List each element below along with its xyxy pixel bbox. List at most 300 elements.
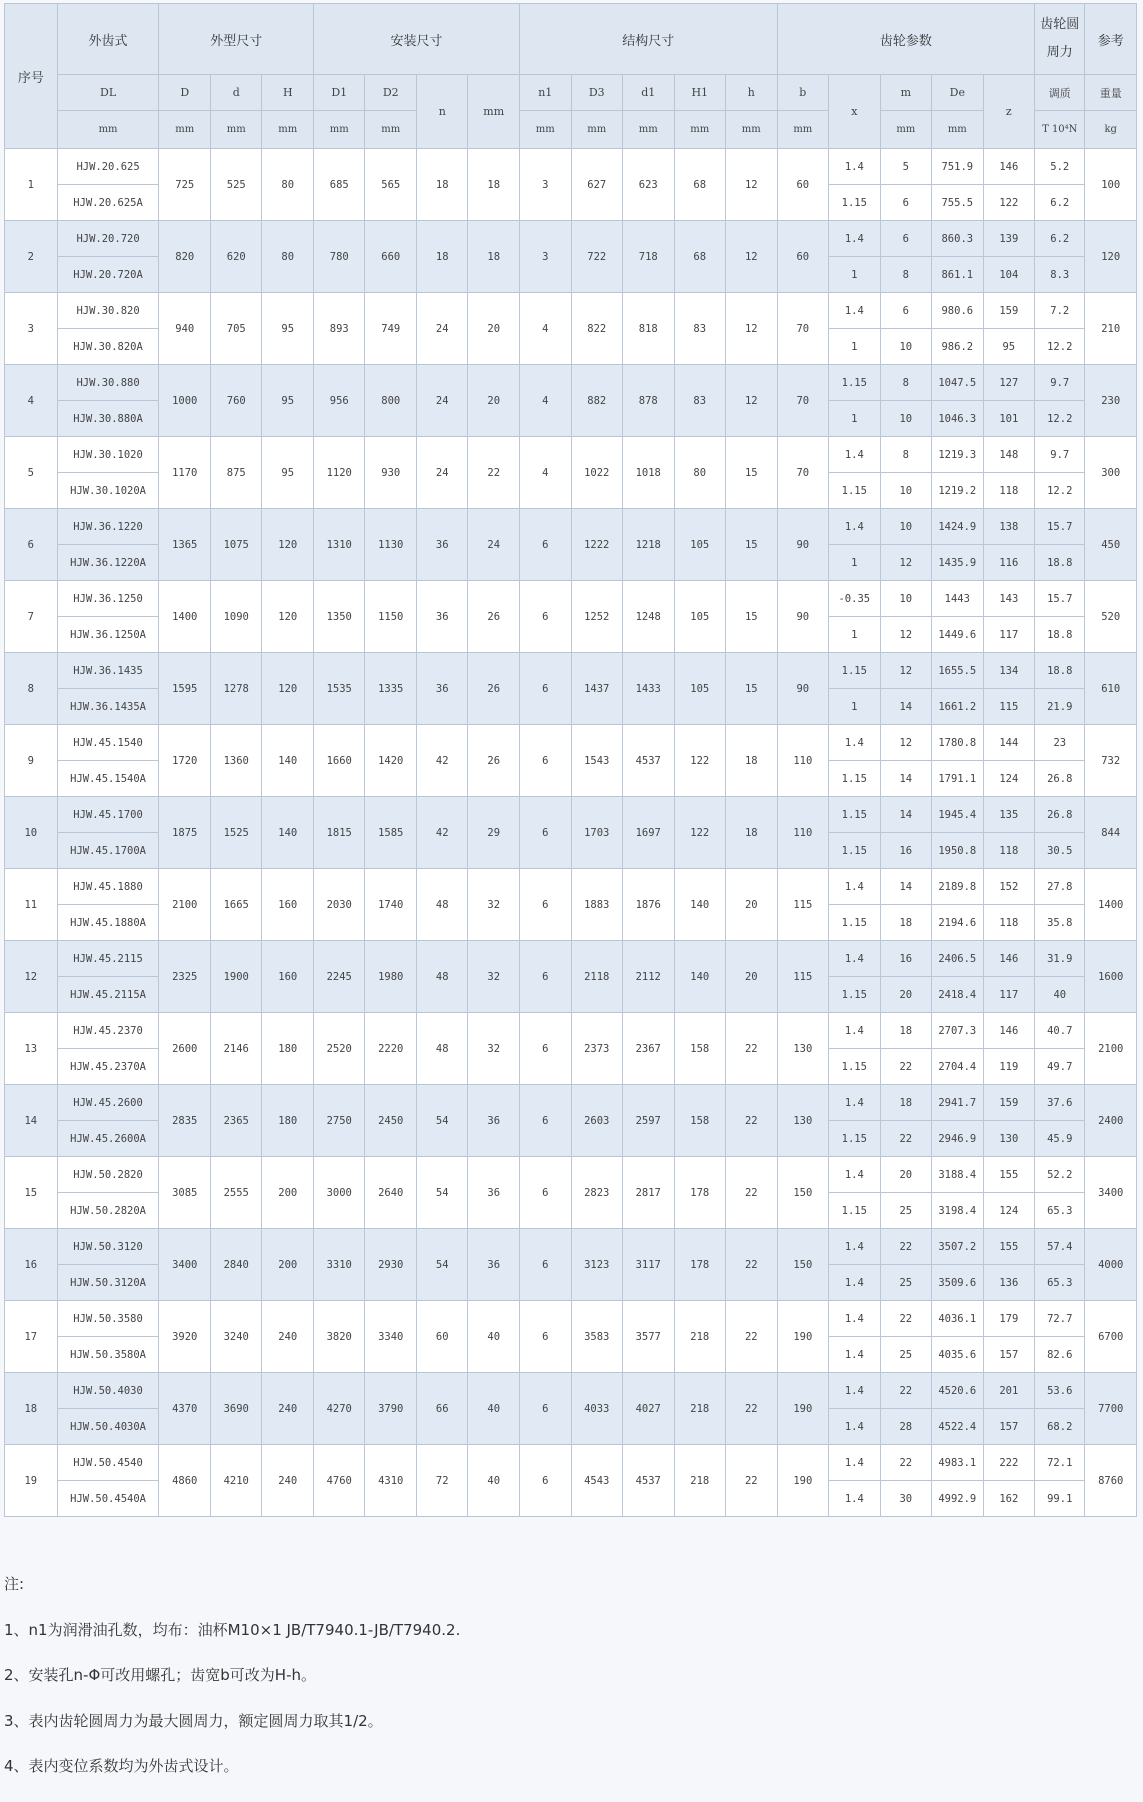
cell-d2: 930 xyxy=(365,437,417,509)
cell-z: 130 xyxy=(983,1121,1035,1157)
cell-m: 10 xyxy=(880,329,932,365)
cell-model: HJW.36.1220A xyxy=(57,545,159,581)
cell-d2: 1420 xyxy=(365,725,417,797)
cell-f: 26.8 xyxy=(1035,761,1085,797)
header-dl: DL xyxy=(57,75,159,111)
cell-d2: 800 xyxy=(365,365,417,437)
cell-n: 24 xyxy=(416,293,468,365)
table-row xyxy=(5,797,1137,833)
cell-m: 12 xyxy=(880,617,932,653)
cell-weight: 300 xyxy=(1085,437,1137,509)
cell-d1: 1018 xyxy=(623,437,675,509)
cell-m: 22 xyxy=(880,1229,932,1265)
cell-m: 10 xyxy=(880,473,932,509)
header-struct-dims: 结构尺寸 xyxy=(520,4,778,75)
cell-h1: 218 xyxy=(674,1373,726,1445)
cell-d3: 1543 xyxy=(571,725,623,797)
cell-de: 2418.4 xyxy=(932,977,984,1013)
unit-H1: mm xyxy=(674,111,726,149)
table-row xyxy=(5,869,1137,905)
cell-h: 15 xyxy=(726,437,778,509)
cell-d1: 893 xyxy=(313,293,365,365)
cell-d3: 1222 xyxy=(571,509,623,581)
unit-dl: mm xyxy=(57,111,159,149)
cell-b: 130 xyxy=(777,1085,829,1157)
cell-f: 65.3 xyxy=(1035,1193,1085,1229)
cell-d1: 4027 xyxy=(623,1373,675,1445)
cell-d3: 1437 xyxy=(571,653,623,725)
cell-d2: 1585 xyxy=(365,797,417,869)
cell-f: 68.2 xyxy=(1035,1409,1085,1445)
table-row xyxy=(5,941,1137,977)
unit-H: mm xyxy=(262,111,314,149)
cell-z: 135 xyxy=(983,797,1035,833)
cell-model: HJW.20.720A xyxy=(57,257,159,293)
cell-d: 3690 xyxy=(210,1373,262,1445)
cell-model: HJW.30.1020A xyxy=(57,473,159,509)
cell-x: 1.15 xyxy=(829,365,881,401)
cell-n1: 6 xyxy=(520,725,572,797)
cell-model: HJW.30.820 xyxy=(57,293,159,329)
table-row xyxy=(5,437,1137,473)
cell-d: 1000 xyxy=(159,365,211,437)
cell-f: 40 xyxy=(1035,977,1085,1013)
cell-d: 3400 xyxy=(159,1229,211,1301)
cell-phi: 26 xyxy=(468,653,520,725)
header-D3: D3 xyxy=(571,75,623,111)
cell-b: 60 xyxy=(777,221,829,293)
cell-b: 110 xyxy=(777,725,829,797)
cell-d2: 2930 xyxy=(365,1229,417,1301)
header-H1: H1 xyxy=(674,75,726,111)
table-row xyxy=(5,1229,1137,1265)
cell-h: 12 xyxy=(726,293,778,365)
cell-b: 115 xyxy=(777,869,829,941)
table-row xyxy=(5,1013,1137,1049)
cell-n: 60 xyxy=(416,1301,468,1373)
cell-seq: 7 xyxy=(5,581,58,653)
notes-section xyxy=(4,1574,1124,1802)
cell-d: 1720 xyxy=(159,725,211,797)
cell-d1: 3117 xyxy=(623,1229,675,1301)
cell-x: 1.15 xyxy=(829,977,881,1013)
cell-f: 35.8 xyxy=(1035,905,1085,941)
cell-f: 18.8 xyxy=(1035,653,1085,689)
cell-model: HJW.30.880A xyxy=(57,401,159,437)
cell-de: 1780.8 xyxy=(932,725,984,761)
cell-de: 4520.6 xyxy=(932,1373,984,1409)
cell-h: 160 xyxy=(262,869,314,941)
cell-model: HJW.50.3580 xyxy=(57,1301,159,1337)
cell-weight: 610 xyxy=(1085,653,1137,725)
cell-h1: 178 xyxy=(674,1157,726,1229)
cell-f: 6.2 xyxy=(1035,185,1085,221)
cell-d1: 2112 xyxy=(623,941,675,1013)
cell-z: 134 xyxy=(983,653,1035,689)
cell-z: 101 xyxy=(983,401,1035,437)
cell-m: 6 xyxy=(880,185,932,221)
unit-force: T 10⁴N xyxy=(1035,111,1085,149)
cell-z: 115 xyxy=(983,689,1035,725)
table-row xyxy=(5,1085,1137,1121)
cell-f: 18.8 xyxy=(1035,545,1085,581)
cell-f: 40.7 xyxy=(1035,1013,1085,1049)
cell-b: 90 xyxy=(777,653,829,725)
cell-z: 155 xyxy=(983,1229,1035,1265)
cell-x: 1 xyxy=(829,689,881,725)
cell-h: 200 xyxy=(262,1229,314,1301)
cell-x: 1.15 xyxy=(829,653,881,689)
cell-x: 1 xyxy=(829,329,881,365)
cell-n: 18 xyxy=(416,221,468,293)
cell-d1: 4537 xyxy=(623,725,675,797)
cell-f: 72.7 xyxy=(1035,1301,1085,1337)
cell-d1: 623 xyxy=(623,149,675,221)
cell-x: 1 xyxy=(829,401,881,437)
cell-model: HJW.45.1540 xyxy=(57,725,159,761)
cell-z: 146 xyxy=(983,149,1035,185)
cell-n1: 6 xyxy=(520,1229,572,1301)
cell-de: 2406.5 xyxy=(932,941,984,977)
cell-de: 1219.2 xyxy=(932,473,984,509)
cell-f: 37.6 xyxy=(1035,1085,1085,1121)
cell-h1: 218 xyxy=(674,1445,726,1517)
cell-b: 150 xyxy=(777,1229,829,1301)
cell-f: 53.6 xyxy=(1035,1373,1085,1409)
cell-n1: 4 xyxy=(520,293,572,365)
cell-x: 1.15 xyxy=(829,473,881,509)
cell-model: HJW.50.4030A xyxy=(57,1409,159,1445)
header-n1: n1 xyxy=(520,75,572,111)
cell-m: 22 xyxy=(880,1301,932,1337)
cell-m: 12 xyxy=(880,545,932,581)
cell-d: 2325 xyxy=(159,941,211,1013)
cell-d: 1365 xyxy=(159,509,211,581)
cell-x: 1.4 xyxy=(829,1337,881,1373)
header-gear-force: 齿轮圆周力 xyxy=(1035,4,1085,75)
cell-d: 1400 xyxy=(159,581,211,653)
cell-m: 8 xyxy=(880,365,932,401)
cell-phi: 36 xyxy=(468,1229,520,1301)
cell-h: 120 xyxy=(262,509,314,581)
cell-d: 1595 xyxy=(159,653,211,725)
cell-z: 152 xyxy=(983,869,1035,905)
header-d1: d1 xyxy=(623,75,675,111)
cell-phi: 32 xyxy=(468,869,520,941)
cell-z: 118 xyxy=(983,833,1035,869)
cell-x: -0.35 xyxy=(829,581,881,617)
table-row xyxy=(5,509,1137,545)
cell-de: 3509.6 xyxy=(932,1265,984,1301)
cell-d2: 1335 xyxy=(365,653,417,725)
cell-f: 12.2 xyxy=(1035,401,1085,437)
table-row xyxy=(5,149,1137,185)
cell-d3: 3583 xyxy=(571,1301,623,1373)
cell-d: 2365 xyxy=(210,1085,262,1157)
cell-de: 2946.9 xyxy=(932,1121,984,1157)
cell-d: 1278 xyxy=(210,653,262,725)
table-row xyxy=(5,1373,1137,1409)
cell-model: HJW.45.2370A xyxy=(57,1049,159,1085)
cell-d1: 818 xyxy=(623,293,675,365)
cell-z: 117 xyxy=(983,617,1035,653)
cell-d1: 3000 xyxy=(313,1157,365,1229)
cell-h: 12 xyxy=(726,149,778,221)
header-n: n xyxy=(416,75,468,149)
cell-x: 1 xyxy=(829,545,881,581)
cell-phi: 29 xyxy=(468,797,520,869)
cell-d3: 4543 xyxy=(571,1445,623,1517)
cell-de: 1047.5 xyxy=(932,365,984,401)
cell-model: HJW.36.1250 xyxy=(57,581,159,617)
cell-h: 18 xyxy=(726,797,778,869)
cell-f: 31.9 xyxy=(1035,941,1085,977)
cell-n: 42 xyxy=(416,797,468,869)
cell-h: 160 xyxy=(262,941,314,1013)
cell-seq: 9 xyxy=(5,725,58,797)
cell-weight: 2400 xyxy=(1085,1085,1137,1157)
cell-n1: 3 xyxy=(520,221,572,293)
table-row xyxy=(5,293,1137,329)
cell-m: 14 xyxy=(880,761,932,797)
cell-model: HJW.36.1435 xyxy=(57,653,159,689)
header-H: H xyxy=(262,75,314,111)
cell-h1: 80 xyxy=(674,437,726,509)
cell-b: 190 xyxy=(777,1301,829,1373)
cell-de: 980.6 xyxy=(932,293,984,329)
cell-model: HJW.50.4540A xyxy=(57,1481,159,1517)
cell-n1: 6 xyxy=(520,1157,572,1229)
cell-seq: 15 xyxy=(5,1157,58,1229)
cell-d: 4370 xyxy=(159,1373,211,1445)
cell-h: 140 xyxy=(262,725,314,797)
cell-x: 1.4 xyxy=(829,941,881,977)
cell-n: 54 xyxy=(416,1157,468,1229)
table-row xyxy=(5,653,1137,689)
table-row xyxy=(5,581,1137,617)
cell-phi: 32 xyxy=(468,941,520,1013)
cell-m: 22 xyxy=(880,1445,932,1481)
cell-h1: 83 xyxy=(674,293,726,365)
cell-h1: 140 xyxy=(674,869,726,941)
cell-d: 4860 xyxy=(159,1445,211,1517)
cell-n1: 6 xyxy=(520,869,572,941)
header-m: m xyxy=(880,75,932,111)
cell-m: 20 xyxy=(880,1157,932,1193)
cell-m: 18 xyxy=(880,1085,932,1121)
cell-f: 30.5 xyxy=(1035,833,1085,869)
header-install-dims: 安装尺寸 xyxy=(313,4,519,75)
cell-h1: 158 xyxy=(674,1013,726,1085)
cell-x: 1.15 xyxy=(829,1049,881,1085)
cell-n: 48 xyxy=(416,941,468,1013)
cell-h1: 105 xyxy=(674,581,726,653)
cell-m: 5 xyxy=(880,149,932,185)
unit-De: mm xyxy=(932,111,984,149)
cell-n1: 6 xyxy=(520,1013,572,1085)
cell-f: 26.8 xyxy=(1035,797,1085,833)
cell-weight: 210 xyxy=(1085,293,1137,365)
cell-f: 9.7 xyxy=(1035,437,1085,473)
cell-de: 1443 xyxy=(932,581,984,617)
cell-n: 54 xyxy=(416,1085,468,1157)
cell-d3: 1252 xyxy=(571,581,623,653)
cell-m: 18 xyxy=(880,1013,932,1049)
cell-model: HJW.36.1435A xyxy=(57,689,159,725)
cell-d1: 1815 xyxy=(313,797,365,869)
cell-de: 1424.9 xyxy=(932,509,984,545)
cell-model: HJW.45.2115A xyxy=(57,977,159,1013)
cell-de: 1219.3 xyxy=(932,437,984,473)
cell-b: 70 xyxy=(777,365,829,437)
cell-z: 148 xyxy=(983,437,1035,473)
cell-n: 18 xyxy=(416,149,468,221)
cell-d: 1360 xyxy=(210,725,262,797)
unit-h: mm xyxy=(726,111,778,149)
unit-D2: mm xyxy=(365,111,417,149)
cell-z: 144 xyxy=(983,725,1035,761)
header-h: h xyxy=(726,75,778,111)
cell-d1: 2367 xyxy=(623,1013,675,1085)
cell-phi: 18 xyxy=(468,221,520,293)
cell-h: 180 xyxy=(262,1013,314,1085)
cell-z: 157 xyxy=(983,1337,1035,1373)
header-D: D xyxy=(159,75,211,111)
cell-n1: 6 xyxy=(520,653,572,725)
cell-h: 180 xyxy=(262,1085,314,1157)
cell-d1: 878 xyxy=(623,365,675,437)
cell-f: 15.7 xyxy=(1035,509,1085,545)
cell-n: 24 xyxy=(416,365,468,437)
cell-m: 14 xyxy=(880,689,932,725)
cell-h1: 105 xyxy=(674,509,726,581)
cell-model: HJW.45.1880A xyxy=(57,905,159,941)
cell-z: 124 xyxy=(983,1193,1035,1229)
cell-d3: 4033 xyxy=(571,1373,623,1445)
cell-h: 240 xyxy=(262,1445,314,1517)
cell-weight: 1600 xyxy=(1085,941,1137,1013)
cell-x: 1 xyxy=(829,617,881,653)
cell-phi: 36 xyxy=(468,1085,520,1157)
cell-de: 860.3 xyxy=(932,221,984,257)
cell-z: 122 xyxy=(983,185,1035,221)
cell-f: 15.7 xyxy=(1035,581,1085,617)
cell-de: 3507.2 xyxy=(932,1229,984,1265)
cell-h: 22 xyxy=(726,1157,778,1229)
cell-d: 1900 xyxy=(210,941,262,1013)
cell-d1: 4760 xyxy=(313,1445,365,1517)
header-weight: 重量 xyxy=(1085,75,1137,111)
cell-phi: 26 xyxy=(468,725,520,797)
cell-h: 120 xyxy=(262,653,314,725)
cell-d3: 1883 xyxy=(571,869,623,941)
cell-z: 146 xyxy=(983,1013,1035,1049)
cell-d2: 2640 xyxy=(365,1157,417,1229)
cell-d1: 1310 xyxy=(313,509,365,581)
table-row xyxy=(5,1301,1137,1337)
cell-z: 136 xyxy=(983,1265,1035,1301)
cell-f: 8.3 xyxy=(1035,257,1085,293)
cell-h: 140 xyxy=(262,797,314,869)
cell-de: 1945.4 xyxy=(932,797,984,833)
cell-n: 36 xyxy=(416,581,468,653)
cell-f: 9.7 xyxy=(1035,365,1085,401)
cell-d: 1665 xyxy=(210,869,262,941)
cell-h1: 218 xyxy=(674,1301,726,1373)
cell-m: 16 xyxy=(880,833,932,869)
note-item: 3、表内齿轮圆周力为最大圆周力，额定圆周力取其1/2。 xyxy=(4,1711,383,1730)
cell-h: 12 xyxy=(726,221,778,293)
note-item: 1、n1为润滑油孔数，均布：油杯M10×1 JB/T7940.1-JB/T7940.2. xyxy=(4,1620,461,1639)
cell-m: 25 xyxy=(880,1193,932,1229)
unit-b: mm xyxy=(777,111,829,149)
cell-m: 12 xyxy=(880,725,932,761)
cell-seq: 13 xyxy=(5,1013,58,1085)
unit-n1: mm xyxy=(520,111,572,149)
cell-d2: 565 xyxy=(365,149,417,221)
cell-f: 65.3 xyxy=(1035,1265,1085,1301)
cell-h1: 158 xyxy=(674,1085,726,1157)
cell-de: 3188.4 xyxy=(932,1157,984,1193)
cell-x: 1.4 xyxy=(829,869,881,905)
cell-b: 70 xyxy=(777,293,829,365)
note-item: 2、安装孔n-Φ可改用螺孔；齿宽b可改为H-h。 xyxy=(4,1666,316,1684)
cell-d: 1075 xyxy=(210,509,262,581)
cell-d: 2100 xyxy=(159,869,211,941)
cell-f: 82.6 xyxy=(1035,1337,1085,1373)
cell-h: 20 xyxy=(726,941,778,1013)
cell-m: 16 xyxy=(880,941,932,977)
cell-m: 18 xyxy=(880,905,932,941)
cell-m: 8 xyxy=(880,257,932,293)
cell-d3: 3123 xyxy=(571,1229,623,1301)
cell-phi: 22 xyxy=(468,437,520,509)
cell-d: 940 xyxy=(159,293,211,365)
cell-seq: 3 xyxy=(5,293,58,365)
cell-d2: 2220 xyxy=(365,1013,417,1085)
cell-d3: 882 xyxy=(571,365,623,437)
cell-b: 90 xyxy=(777,581,829,653)
cell-d: 3920 xyxy=(159,1301,211,1373)
table-header xyxy=(5,4,1137,149)
cell-x: 1 xyxy=(829,257,881,293)
unit-D1: mm xyxy=(313,111,365,149)
cell-d3: 822 xyxy=(571,293,623,365)
cell-d2: 1740 xyxy=(365,869,417,941)
cell-d2: 749 xyxy=(365,293,417,365)
header-external-gear: 外齿式 xyxy=(57,4,159,75)
cell-de: 4992.9 xyxy=(932,1481,984,1517)
cell-n: 24 xyxy=(416,437,468,509)
cell-d: 875 xyxy=(210,437,262,509)
cell-d1: 1535 xyxy=(313,653,365,725)
cell-b: 115 xyxy=(777,941,829,1013)
cell-f: 49.7 xyxy=(1035,1049,1085,1085)
cell-h1: 83 xyxy=(674,365,726,437)
cell-de: 1449.6 xyxy=(932,617,984,653)
cell-de: 4036.1 xyxy=(932,1301,984,1337)
cell-seq: 14 xyxy=(5,1085,58,1157)
header-x: x xyxy=(829,75,881,149)
cell-weight: 844 xyxy=(1085,797,1137,869)
cell-h: 22 xyxy=(726,1373,778,1445)
cell-d1: 2750 xyxy=(313,1085,365,1157)
cell-n1: 6 xyxy=(520,581,572,653)
cell-phi: 24 xyxy=(468,509,520,581)
cell-d1: 2597 xyxy=(623,1085,675,1157)
cell-h: 15 xyxy=(726,581,778,653)
header-phi-mm: mm xyxy=(468,75,520,149)
